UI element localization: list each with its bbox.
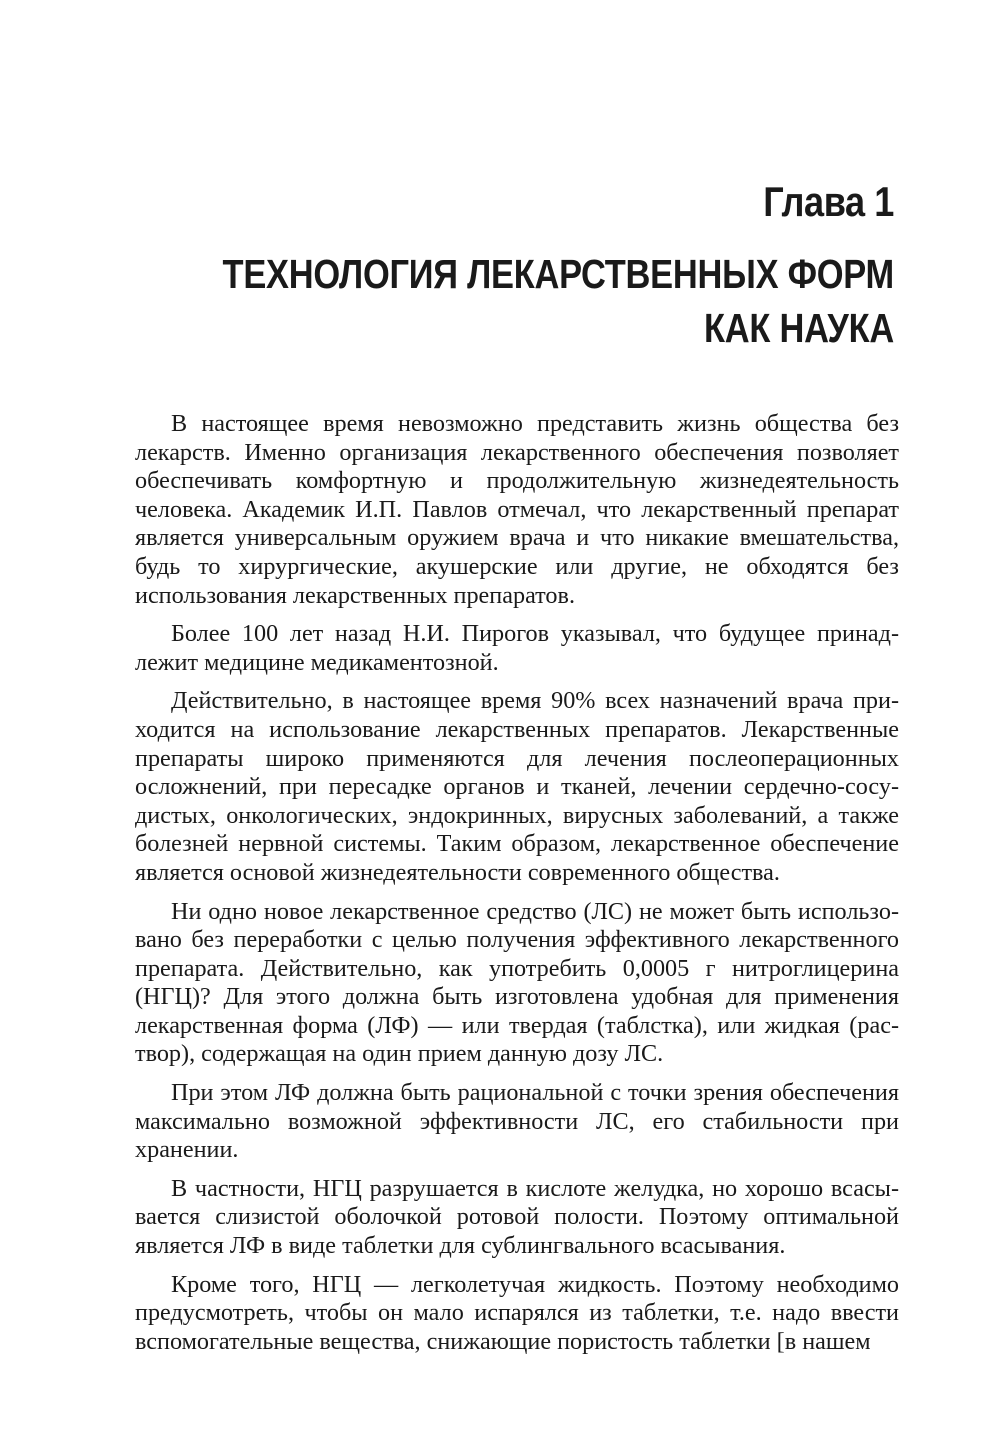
paragraph: В настоящее время невозможно представить жизнь общества без лекарств. Именно организация лекарственного обеспечения позволяет обеспечивать комфортную и продолжительную жизнедеятельность человека. Академик И.П. Павлов отмечал, что лекарственный препарат является универсальным оружием врача и что никакие вмешательства, будь то хирургические, акушерские или другие, не обходятся без использования лекарственных препаратов. <box>135 410 899 609</box>
paragraph: Ни одно новое лекарственное средство (ЛС) не может быть использовано без переработки с целью получения эффективного лекарственного препарата. Действительно, как употребить 0,0005 г нитроглицерина (НГЦ)? Для этого должна быть изготовлена удобная для применения лекарственная форма (ЛФ) — или твердая (таблстка), или жидкая (раствор), содержащая на один прием данную дозу ЛС. <box>135 897 899 1068</box>
paragraph: При этом ЛФ должна быть рациональной с точки зрения обеспечения максимально возможной эффективности ЛС, его стабильности при хранении. <box>135 1079 899 1164</box>
chapter-title-line-1: ТЕХНОЛОГИЯ ЛЕКАРСТВЕННЫХ ФОРМ <box>222 251 894 297</box>
paragraph: Действительно, в настоящее время 90% всех назначений врача приходится на использование лекарственных препаратов. Лекарственные препараты широко применяются для лечения послеоперационных осложнений, при пересадке органов и тканей, лечении сердечно-сосудистых, онкологических, эндокринных, вирусных заболеваний, а также болезней нервной системы. Таким образом, лекарственное обеспечение является основой жизнедеятельности современного общества. <box>135 687 899 886</box>
paragraph: Кроме того, НГЦ — легколетучая жидкость. Поэтому необходимо предусмотреть, чтобы он мало испарялся из таблетки, т.е. надо ввести вспомогательные вещества, снижающие пористость таблетки [в нашем <box>135 1270 899 1355</box>
chapter-title-line-2: КАК НАУКА <box>704 305 894 351</box>
paragraph: В частности, НГЦ разрушается в кислоте желудка, но хорошо всасывается слизистой оболочкой ротовой полости. Поэтому оптимальной является ЛФ в виде таблетки для сублингвального всасывания. <box>135 1174 899 1260</box>
body-text <box>135 410 899 1366</box>
chapter-title <box>74 247 894 355</box>
chapter-label: Глава 1 <box>763 178 894 225</box>
paragraph: Более 100 лет назад Н.И. Пирогов указывал, что будущее принадлежит медицине медикаментозной. <box>135 620 899 676</box>
